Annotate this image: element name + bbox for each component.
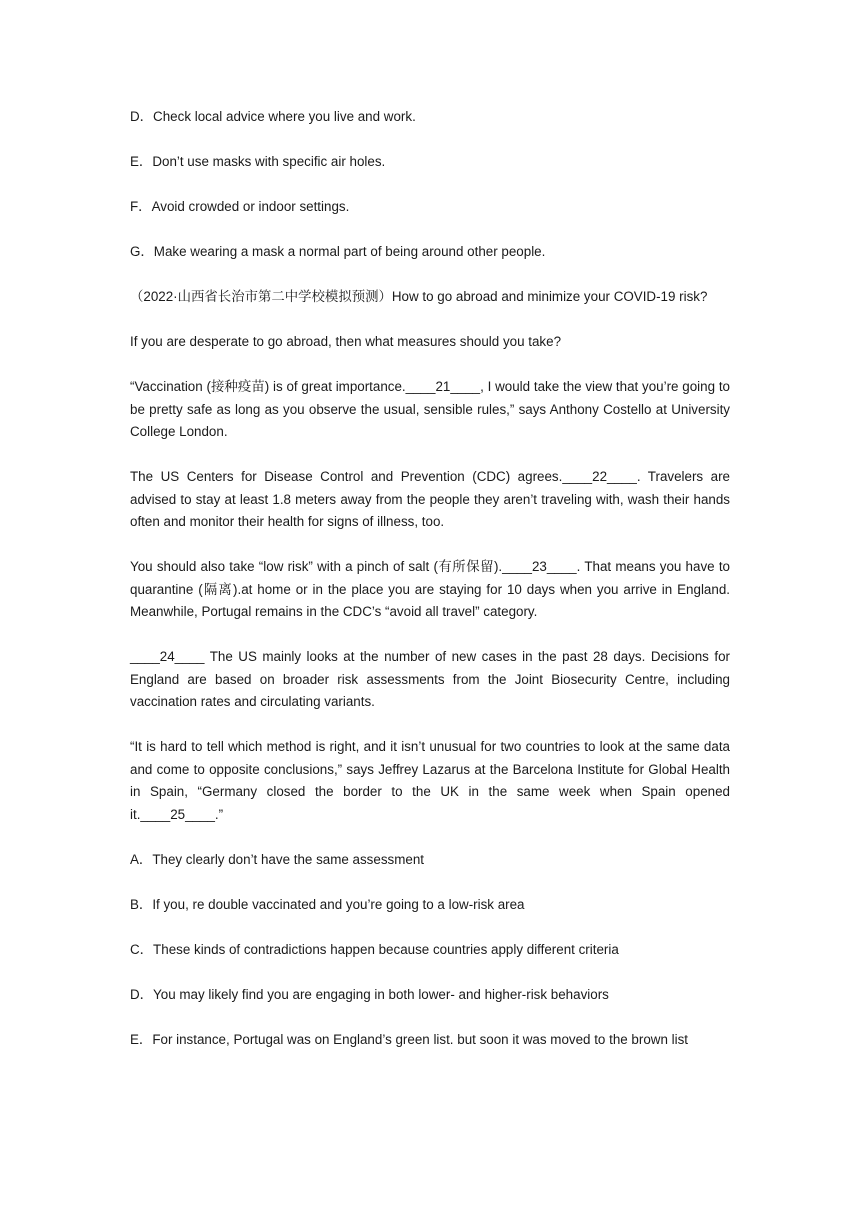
passage-heading: （2022·山西省长治市第二中学校模拟预测）How to go abroad and minimize your COVID-19 risk? (130, 289, 708, 304)
passage-paragraph: If you are desperate to go abroad, then what measures should you take? (130, 334, 562, 349)
passage-paragraph: ____24____ The US mainly looks at the number of new cases in the past 28 days. Decisions for England are based on broader risk assessments from the Joint Biosecurity Centre, including vaccination rates and circulating variants. (130, 649, 730, 709)
passage-paragraph: “Vaccination (接种疫苗) is of great importance.____21____, I would take the view that you’re going to be pretty safe as long as you observe the usual, sensible rules,” says Anthony Costello at University College London. (130, 379, 730, 439)
option-c: C．These kinds of contradictions happen because countries apply different criteria (130, 941, 619, 957)
option-a: A．They clearly don’t have the same assessment (130, 851, 424, 867)
option-b: B．If you, re double vaccinated and you’re going to a low-risk area (130, 896, 525, 912)
option-e: E．Don’t use masks with specific air holes. (130, 154, 386, 169)
passage-paragraph: You should also take “low risk” with a pinch of salt (有所保留).____23____. That means you have to quarantine (隔离).at home or in the place you are staying for 10 days when you arrive in England. Meanwhile, Portugal remains in the CDC’s “avoid all travel” category. (130, 559, 730, 619)
passage-paragraph: The US Centers for Disease Control and Prevention (CDC) agrees.____22____. Travelers are advised to stay at least 1.8 meters away from the people they aren’t traveling with, wash their hands often and monitor their health for signs of illness, too. (130, 469, 730, 529)
passage-paragraph: “It is hard to tell which method is right, and it isn’t unusual for two countries to look at the same data and come to opposite conclusions,” says Jeffrey Lazarus at the Barcelona Institute for Global Health in Spain, “Germany closed the border to the UK in the same week when Spain opened it.____25____.” (130, 739, 730, 822)
option-d: D．Check local advice where you live and work. (130, 109, 416, 124)
option-e: E．For instance, Portugal was on England’s green list. but soon it was moved to the brown list (130, 1031, 688, 1047)
option-g: G．Make wearing a mask a normal part of being around other people. (130, 244, 546, 259)
option-d: D．You may likely find you are engaging in both lower- and higher-risk behaviors (130, 986, 609, 1002)
option-f: F．Avoid crowded or indoor settings. (130, 199, 350, 214)
